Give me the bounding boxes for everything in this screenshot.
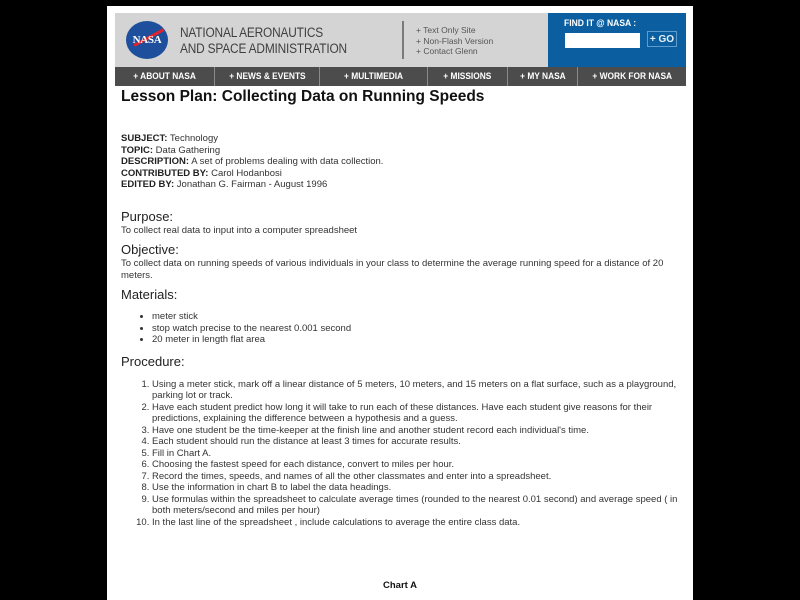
meta-label: DESCRIPTION: [121, 156, 190, 167]
chart-a-title: Chart A [383, 580, 417, 591]
list-item: 9. Use formulas within the spreadsheet to calculate average times (rounded to the nearest 0.01 second) and average speed ( in both meters/second and miles per hour) [152, 494, 686, 517]
list-item: 6. Choosing the fastest speed for each distance, convert to miles per hour. [152, 459, 686, 471]
nav-my-nasa[interactable] [508, 67, 578, 86]
procedure-heading: Procedure: [121, 353, 185, 369]
materials-list [121, 311, 686, 346]
search-panel [548, 13, 686, 67]
list-item: 2. Have each student predict how long it will take to run each of these distances. Have each student give reasons for their predictions, explaining the difference between a hypothesis and a guess. [152, 402, 686, 425]
list-item: 3. Have one student be the time-keeper at the finish line and another student record each individual's time. [152, 425, 686, 437]
meta-label: CONTRIBUTED BY: [121, 167, 209, 179]
nav-label: + ABOUT NASA [133, 71, 196, 82]
logo-wordmark: NASA [132, 34, 162, 46]
materials-heading: Materials: [121, 287, 178, 302]
nav-news-events[interactable] [215, 67, 320, 86]
meta-topic [121, 145, 686, 157]
site-header [115, 13, 686, 67]
list-item: 5. Fill in Chart A. [152, 448, 686, 460]
agency-name[interactable] [180, 25, 347, 57]
link-text-only-site[interactable]: + Text Only Site [416, 25, 476, 35]
page-title: Lesson Plan: Collecting Data on Running Speeds [121, 88, 485, 105]
section-objective [121, 242, 686, 281]
nav-label: + WORK FOR NASA [592, 71, 672, 82]
meta-value: Data Gathering [153, 144, 221, 156]
meta-edited-by [121, 179, 686, 191]
quick-links [416, 25, 493, 57]
list-item: • 20 meter in length flat area [152, 334, 686, 346]
meta-label: TOPIC: [121, 144, 154, 156]
header-divider [402, 21, 404, 59]
nav-label: + MULTIMEDIA [343, 71, 404, 82]
lesson-metadata [121, 133, 686, 191]
meta-value: Jonathan G. Fairman - August 1996 [174, 179, 328, 190]
list-item: 10. In the last line of the spreadsheet , include calculations to average the entire class data. [152, 517, 686, 529]
link-contact-glenn[interactable]: + Contact Glenn [416, 46, 478, 56]
meta-value: A set of problems dealing with data collection. [189, 156, 384, 167]
list-item: 1. Using a meter stick, mark off a linear distance of 5 meters, 10 meters, and 15 meters on a flat surface, such as a playground, parking lot or track. [152, 379, 686, 402]
nav-label: + MY NASA [519, 71, 566, 82]
nasa-logo-icon[interactable] [126, 21, 168, 59]
meta-value: Technology [167, 133, 218, 144]
search-title: FIND IT @ NASA : [564, 18, 637, 29]
purpose-text: To collect real data to input into a computer spreadsheet [121, 224, 358, 236]
page [107, 6, 693, 600]
nav-missions[interactable] [428, 67, 508, 86]
search-go-button[interactable]: + GO [647, 31, 677, 47]
purpose-heading: Purpose: [121, 208, 174, 224]
search-input[interactable] [565, 33, 640, 48]
nav-about-nasa[interactable] [115, 67, 215, 86]
nav-label: + MISSIONS [443, 71, 492, 82]
nav-label: + NEWS & EVENTS [228, 71, 306, 82]
nav-work-for-nasa[interactable] [578, 67, 686, 86]
lesson-content [121, 88, 686, 528]
procedure-list [121, 379, 686, 529]
objective-heading: Objective: [121, 242, 179, 257]
list-item: • meter stick [152, 311, 686, 323]
meta-subject [121, 133, 686, 145]
list-item: 7. Record the times, speeds, and names of all the other classmates and enter into a spreadsheet. [152, 471, 686, 483]
link-non-flash-version[interactable]: + Non-Flash Version [416, 35, 494, 46]
meta-label: EDITED BY: [121, 179, 175, 190]
meta-label: SUBJECT: [121, 133, 168, 144]
meta-contributed-by [121, 168, 686, 180]
agency-name-line2: AND SPACE ADMINISTRATION [180, 41, 347, 56]
objective-text: To collect data on running speeds of various individuals in your class to determine the average running speed for a distance of 20 meters. [121, 258, 664, 281]
main-nav [115, 67, 686, 86]
nav-multimedia[interactable] [320, 67, 428, 86]
list-item: 8. Use the information in chart B to label the data headings. [152, 482, 686, 494]
meta-value: Carol Hodanbosi [208, 167, 282, 179]
section-purpose [121, 209, 686, 237]
section-procedure [121, 354, 686, 529]
meta-description [121, 156, 686, 168]
agency-name-line1: NATIONAL AERONAUTICS [180, 25, 324, 40]
section-materials [121, 287, 686, 346]
list-item: 4. Each student should run the distance at least 3 times for accurate results. [152, 436, 686, 448]
list-item: • stop watch precise to the nearest 0.001 second [152, 323, 686, 335]
